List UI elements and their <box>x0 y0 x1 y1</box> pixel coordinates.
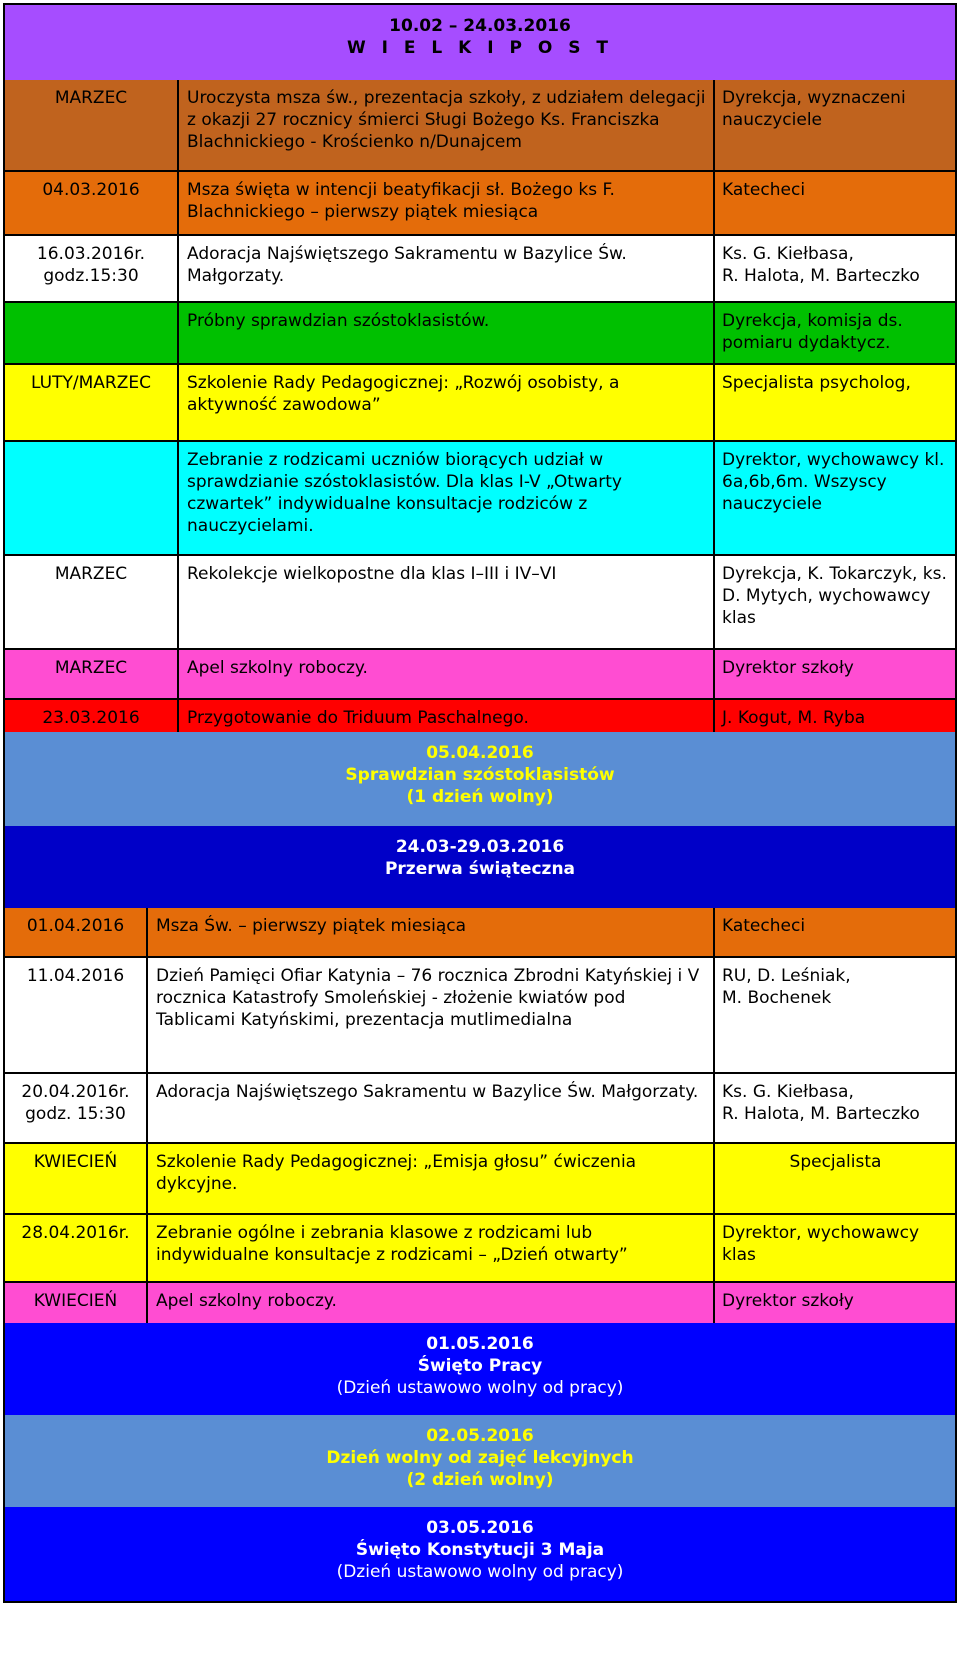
header-line: (Dzień ustawowo wolny od pracy) <box>336 1562 624 1582</box>
table-row <box>3 1144 957 1215</box>
responsible-cell: Katecheci <box>713 908 955 956</box>
event-cell: Msza Św. – pierwszy piątek miesiąca <box>146 908 713 956</box>
date-cell: 11.04.2016 <box>26 966 125 986</box>
date-cell: MARZEC <box>54 88 128 108</box>
event-cell: Apel szkolny roboczy. <box>177 650 713 698</box>
date-cell: KWIECIEŃ <box>33 1291 118 1311</box>
table-row <box>3 442 957 556</box>
date-cell <box>5 442 177 554</box>
section-header <box>3 1323 957 1427</box>
event-cell: Adoracja Najświętszego Sakramentu w Bazylice Św. Małgorzaty. <box>177 236 713 301</box>
table-row <box>3 236 957 303</box>
table-row <box>3 908 957 958</box>
table-row <box>3 172 957 236</box>
schedule-table <box>3 908 957 1335</box>
header-line: Święto Pracy <box>417 1356 543 1376</box>
responsible-cell: Specjalista psycholog, <box>713 365 955 440</box>
header-line: 24.03-29.03.2016 <box>395 837 565 857</box>
date-cell: 16.03.2016r. godz.15:30 <box>36 244 146 286</box>
table-row <box>3 556 957 650</box>
responsible-cell: Dyrektor, wychowawcy klas <box>713 1215 955 1281</box>
responsible-cell: Dyrekcja, komisja ds. pomiaru dydaktycz. <box>713 303 955 363</box>
section-header-box <box>3 1323 957 1427</box>
event-cell: Apel szkolny roboczy. <box>146 1283 713 1333</box>
table-row <box>3 365 957 442</box>
date-cell: LUTY/MARZEC <box>31 373 151 393</box>
responsible-cell: Dyrekcja, wyznaczeni nauczyciele <box>713 80 955 170</box>
table-row <box>3 958 957 1074</box>
responsible-cell: Specjalista <box>713 1144 955 1213</box>
header-line: 01.05.2016 <box>426 1334 534 1354</box>
responsible-cell: Dyrektor szkoły <box>713 650 955 698</box>
date-cell: 23.03.2016 <box>42 708 140 728</box>
responsible-cell: Dyrektor szkoły <box>713 1283 955 1333</box>
event-cell: Uroczysta msza św., prezentacja szkoły, z udziałem delegacji z okazji 27 rocznicy śmierci Sługi Bożego Ks. Franciszka Blachnickiego - Krościenko n/Dunajcem <box>177 80 713 170</box>
event-cell: Zebranie ogólne i zebrania klasowe z rodzicami lub indywidualne konsultacje z rodzicami – „Dzień otwarty” <box>146 1215 713 1281</box>
header-line: (1 dzień wolny) <box>406 787 554 807</box>
event-cell: Przygotowanie do Triduum Paschalnego. <box>177 700 713 748</box>
responsible-cell: Dyrekcja, K. Tokarczyk, ks. D. Mytych, wychowawcy klas <box>713 556 955 648</box>
schedule-table <box>3 80 957 750</box>
responsible-cell: J. Kogut, M. Ryba <box>713 700 955 748</box>
responsible-cell: Ks. G. Kiełbasa, R. Halota, M. Barteczko <box>713 236 955 301</box>
header-line: 05.04.2016 <box>426 743 534 763</box>
header-line: Przerwa świąteczna <box>384 859 576 879</box>
table-row <box>3 80 957 172</box>
responsible-cell: RU, D. Leśniak, M. Bochenek <box>713 958 955 1072</box>
section-header <box>3 1507 957 1603</box>
section-header-box <box>3 3 957 92</box>
event-cell: Zebranie z rodzicami uczniów biorących udział w sprawdzianie szóstoklasistów. Dla klas I-V „Otwarty czwartek” indywidualne konsultacje rodziców z nauczycielami. <box>177 442 713 554</box>
responsible-cell: Katecheci <box>713 172 955 234</box>
table-row <box>3 303 957 365</box>
header-line: Święto Konstytucji 3 Maja <box>355 1540 605 1560</box>
header-line: W I E L K I P O S T <box>346 38 614 58</box>
section-header-box <box>3 1507 957 1603</box>
header-line: Sprawdzian szóstoklasistów <box>345 765 615 785</box>
table-row <box>3 1074 957 1144</box>
date-cell: MARZEC <box>54 564 128 584</box>
section-header <box>3 3 957 92</box>
date-cell: 01.04.2016 <box>26 916 125 936</box>
event-cell: Próbny sprawdzian szóstoklasistów. <box>177 303 713 363</box>
section-header <box>3 1415 957 1519</box>
section-header-box <box>3 732 957 838</box>
date-cell: 20.04.2016r. godz. 15:30 <box>21 1082 130 1124</box>
responsible-cell: Dyrektor, wychowawcy kl. 6a,6b,6m. Wszyscy nauczyciele <box>713 442 955 554</box>
header-line: (Dzień ustawowo wolny od pracy) <box>336 1378 624 1398</box>
responsible-cell: Ks. G. Kiełbasa, R. Halota, M. Barteczko <box>713 1074 955 1142</box>
header-line: Dzień wolny od zajęć lekcyjnych <box>326 1448 634 1468</box>
section-header <box>3 826 957 920</box>
section-header <box>3 732 957 838</box>
event-cell: Szkolenie Rady Pedagogicznej: „Rozwój osobisty, a aktywność zawodowa” <box>177 365 713 440</box>
date-cell: MARZEC <box>54 658 128 678</box>
event-cell: Dzień Pamięci Ofiar Katynia – 76 rocznica Zbrodni Katyńskiej i V rocznica Katastrofy Smoleńskiej - złożenie kwiatów pod Tablicami Katyńskimi, prezentacja mutlimedialna <box>146 958 713 1072</box>
header-line: 10.02 – 24.03.2016 <box>389 16 571 36</box>
event-cell: Szkolenie Rady Pedagogicznej: „Emisja głosu” ćwiczenia dykcyjne. <box>146 1144 713 1213</box>
section-header-box <box>3 826 957 920</box>
header-line: 02.05.2016 <box>426 1426 534 1446</box>
event-cell: Rekolekcje wielkopostne dla klas I–III i IV–VI <box>177 556 713 648</box>
event-cell: Adoracja Najświętszego Sakramentu w Bazylice Św. Małgorzaty. <box>146 1074 713 1142</box>
section-header-box <box>3 1415 957 1519</box>
date-cell: KWIECIEŃ <box>33 1152 118 1172</box>
table-row <box>3 1215 957 1283</box>
header-line: 03.05.2016 <box>426 1518 534 1538</box>
date-cell: 04.03.2016 <box>42 180 140 200</box>
date-cell: 28.04.2016r. <box>21 1223 130 1243</box>
header-line: (2 dzień wolny) <box>406 1470 554 1490</box>
event-cell: Msza święta w intencji beatyfikacji sł. Bożego ks F. Blachnickiego – pierwszy piątek miesiąca <box>177 172 713 234</box>
table-row <box>3 650 957 700</box>
date-cell <box>5 303 177 363</box>
